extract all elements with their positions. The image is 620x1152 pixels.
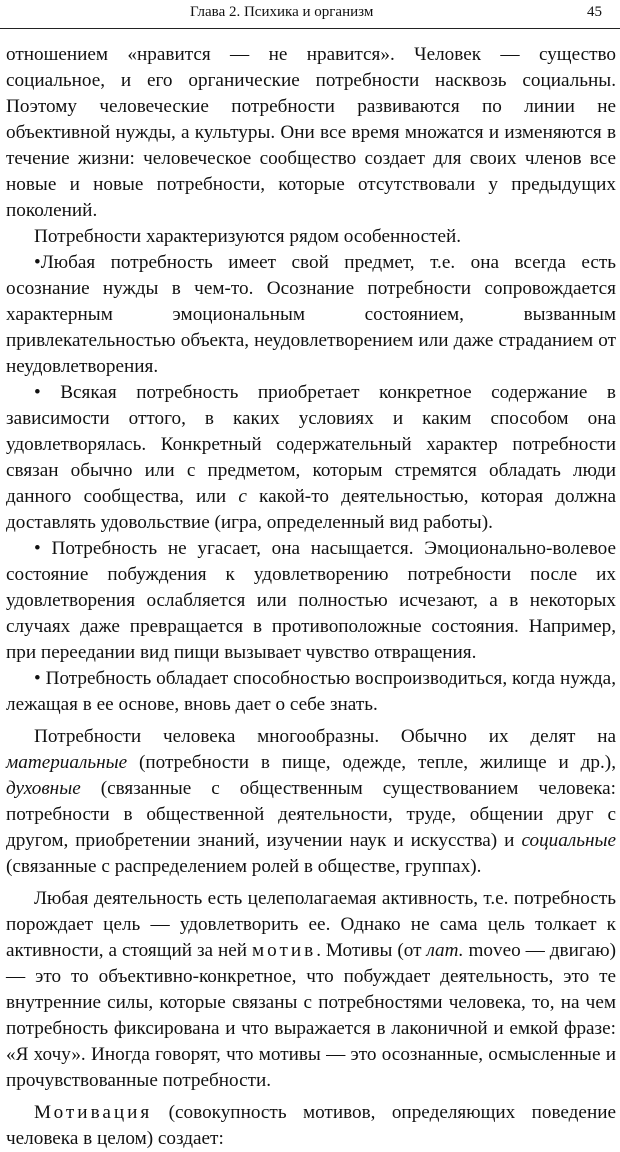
text-run: какой-то деятельностью, которая должна доставлять удовольствие (игра, определенный вид работы). — [6, 486, 616, 533]
italic-term: духовные — [6, 778, 81, 799]
text-run: (потребности в пище, одежде, тепле, жилище и др.), — [127, 752, 616, 773]
paragraph-9 — [6, 1100, 616, 1152]
text-run: (совокупность мотивов, определяющих поведение человека в целом) создает: — [6, 1102, 616, 1149]
text-run: . Мотивы (от — [316, 940, 427, 961]
paragraph-4 — [6, 380, 616, 536]
text-run: moveo — двигаю) — это то объективно-конкретное, что побуждает деятельность, это те внутренние силы, которые связаны с потребностями человека, то, на чем потребность фиксирована и что выражается в лаконичной и емкой фразе: «Я хочу». Иногда говорят, что мотивы — это осознанные, осмысленные и прочувствованные потребности. — [6, 940, 616, 1091]
spaced-term: мотив — [251, 940, 317, 961]
text-run: (связанные с общественным существованием человека: потребности в общественной деятельности, труде, общении друг с другом, приобретении знаний, изучении наук и искусства) и — [6, 778, 616, 851]
italic-term: социальные — [521, 830, 616, 851]
text-run: (связанные с распределением ролей в обществе, группах). — [6, 856, 482, 877]
running-title: Глава 2. Психика и организм — [190, 4, 374, 20]
header-rule — [0, 28, 620, 29]
italic-term: материальные — [6, 752, 128, 773]
italic-run: с — [238, 486, 247, 507]
paragraph-1: отношением «нравится — не нравится». Человек — существо социальное, и его органические потребности насквозь социальны. Поэтому человеческие потребности развиваются по линии не объективной нужды, а культуры. Они все время множатся и изменяются в течение жизни: человеческое сообщество создает для своих членов все новые и новые потребности, которые отсутствовали у предыдущих поколений. — [6, 44, 616, 221]
page-header — [0, 0, 620, 26]
text-run: • Всякая потребность приобретает конкретное содержание в зависимости оттого, в каких условиях и каким способом она удовлетворялась. Конкретный содержательный характер потребности связан обычно или с предметом, которым стремятся обладать люди данного сообщества, или — [6, 382, 616, 507]
paragraph-8 — [6, 886, 616, 1094]
text-run: Любая деятельность есть целеполагаемая активность, т.е. потребность порождает цель — удовлетворить ее. Однако не сама цель толкает к активности, а стоящий за ней — [6, 888, 616, 961]
paragraph-5: • Потребность не угасает, она насыщается. Эмоционально-волевое состояние побуждения к удовлетворению потребности после их удовлетворения ослабляется или полностью исчезают, а в некоторых случаях даже превращается в противоположные состояния. Например, при переедании вид пищи вызывает чувство отвращения. — [6, 538, 616, 663]
spaced-term: Мотивация — [34, 1102, 153, 1123]
body-text — [6, 42, 616, 1152]
paragraph-7 — [6, 724, 616, 880]
italic-run: лат. — [426, 940, 464, 961]
text-run: Потребности человека многообразны. Обычно их делят на — [34, 726, 616, 747]
paragraph-3: •Любая потребность имеет свой предмет, т.е. она всегда есть осознание нужды в чем-то. Осознание потребности сопровождается характерным эмоциональным состоянием, вызванным привлекательностью объекта, неудовлетворением или даже страданием от неудовлетворения. — [6, 252, 616, 377]
paragraph-2: Потребности характеризуются рядом особенностей. — [34, 226, 462, 247]
page-number: 45 — [587, 4, 602, 20]
paragraph-6: • Потребность обладает способностью воспроизводиться, когда нужда, лежащая в ее основе, вновь дает о себе знать. — [6, 668, 616, 715]
